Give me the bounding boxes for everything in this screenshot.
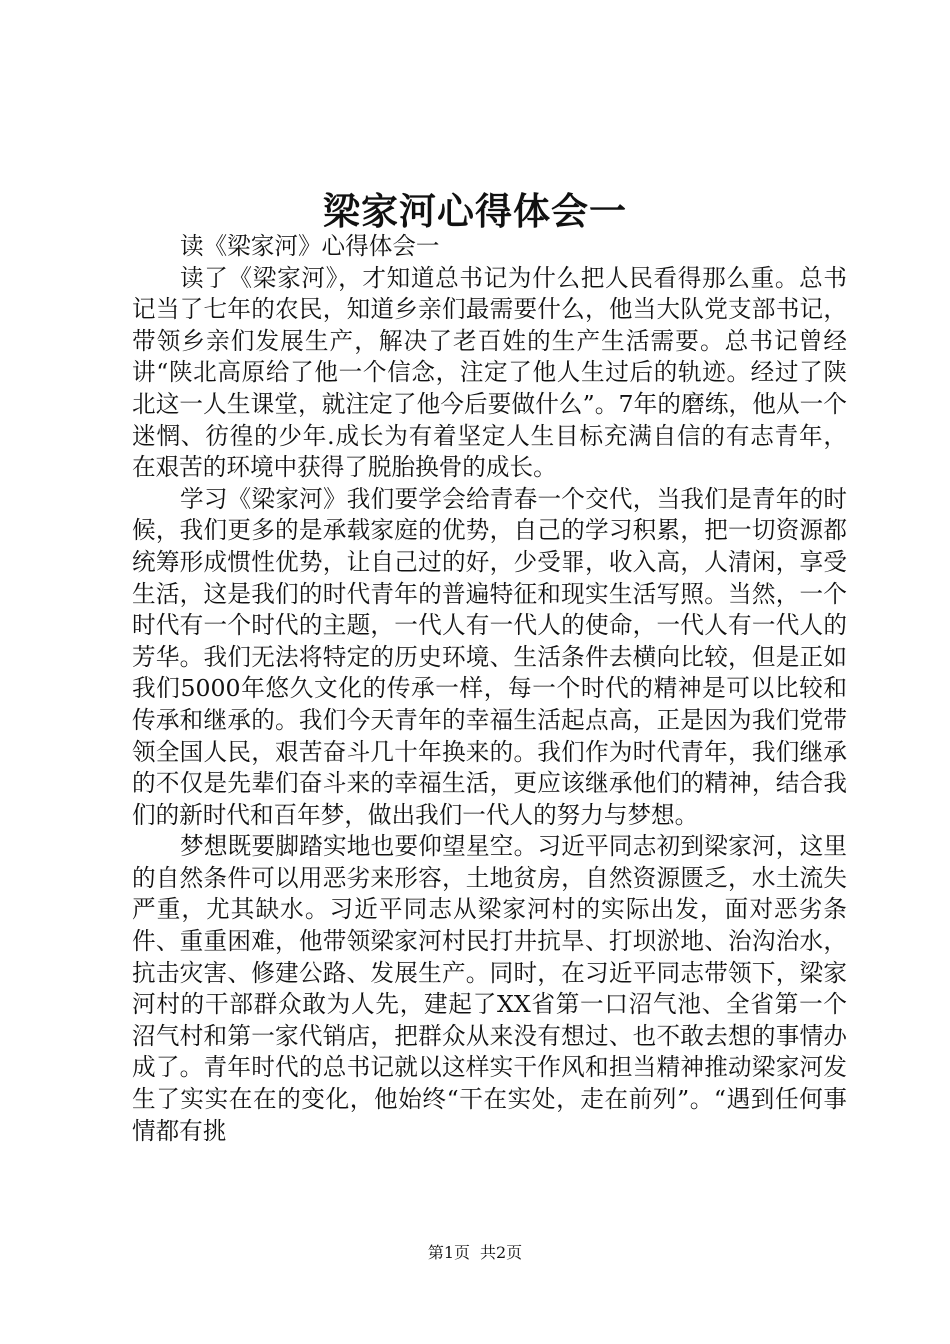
page-footer (0, 1242, 950, 1264)
paragraph: 读了《梁家河》，才知道总书记为什么把人民看得那么重。总书记当了七年的农民，知道乡亲们最需要什么，他当大队党支部书记，带领乡亲们发展生产，解决了老百姓的生产生活需要。总书记曾经讲“陕北高原给了他一个信念，注定了他人生过后的轨迹。经过了陕北这一人生课堂，就注定了他今后要做什么”。7年的磨练，他从一个迷惘、彷徨的少年.成长为有着坚定人生目标充满自信的有志青年，在艰苦的环境中获得了脱胎换骨的成长。 (132, 263, 847, 482)
paragraph: 学习《梁家河》我们要学会给青春一个交代，当我们是青年的时候，我们更多的是承载家庭的优势，自己的学习积累，把一切资源都统筹形成惯性优势，让自己过的好，少受罪，收入高，人清闲，享受生活，这是我们的时代青年的普遍特征和现实生活写照。当然，一个时代有一个时代的主题，一代人有一代人的使命，一代人有一代人的芳华。我们无法将特定的历史环境、生活条件去横向比较，但是正如我们5000年悠久文化的传承一样，每一个时代的精神是可以比较和传承和继承的。我们今天青年的幸福生活起点高，正是因为我们党带领全国人民，艰苦奋斗几十年换来的。我们作为时代青年，我们继承的不仅是先辈们奋斗来的幸福生活，更应该继承他们的精神，结合我们的新时代和百年梦，做出我们一代人的努力与梦想。 (132, 484, 847, 829)
page-total: 共2页 (480, 1243, 523, 1262)
document-title: 梁家河心得体会一 (323, 189, 627, 233)
paragraph: 梦想既要脚踏实地也要仰望星空。习近平同志初到梁家河，这里的自然条件可以用恶劣来形容，土地贫房，自然资源匮乏，水土流失严重，尤其缺水。习近平同志从梁家河村的实际出发，面对恶劣条件、重重困难，他带领梁家河村民打井抗旱、打坝淤地、治沟治水，抗击灾害、修建公路、发展生产。同时，在习近平同志带领下，梁家河村的干部群众敢为人先，建起了XX省第一口沼气池、全省第一个沼气村和第一家代销店，把群众从来没有想过、也不敢去想的事情办成了。青年时代的总书记就以这样实干作风和担当精神推动梁家河发生了实实在在的变化，他始终“干在实处，走在前列”。“遇到任何事情都有挑 (132, 832, 847, 1145)
paragraph-subtitle: 读《梁家河》心得体会一 (180, 232, 440, 260)
document-body (132, 231, 847, 1147)
page-number: 第1页 (427, 1243, 470, 1262)
